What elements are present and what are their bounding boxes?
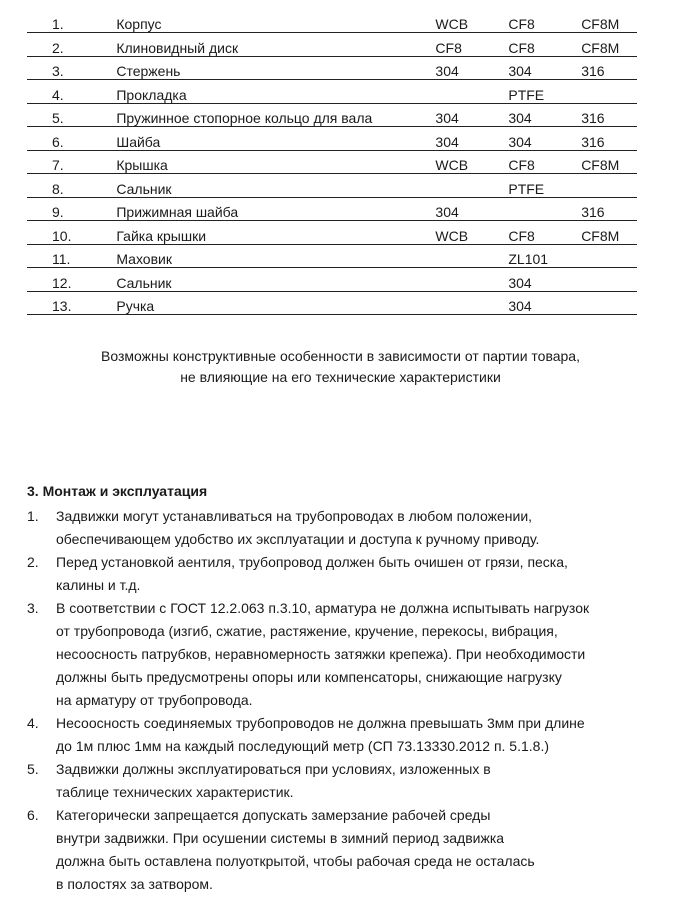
list-item-text (56, 712, 657, 758)
list-item (27, 551, 657, 597)
part-name: Корпус (116, 10, 435, 33)
row-number: 12. (27, 268, 116, 292)
list-item-line: несоосность патрубков, неравномерность затяжки крепежа). При необходимости (56, 646, 586, 662)
list-item-line: должна быть оставлена полуоткрытой, чтобы рабочая среда не осталась (56, 853, 535, 869)
material-wcb-col: 304 (435, 127, 508, 151)
material-wcb-col (435, 268, 508, 292)
part-name: Сальник (116, 268, 435, 292)
material-cf8m-col (581, 80, 637, 104)
list-item-text (56, 597, 657, 712)
material-cf8m-col (581, 244, 637, 268)
table-row (27, 174, 637, 198)
table-row (27, 268, 637, 292)
material-cf8-col: 304 (508, 56, 581, 80)
row-number: 4. (27, 80, 116, 104)
row-number: 10. (27, 221, 116, 245)
row-number: 8. (27, 174, 116, 198)
material-cf8-col (508, 197, 581, 221)
table-row (27, 127, 637, 151)
row-number: 11. (27, 244, 116, 268)
material-cf8m-col: CF8M (581, 33, 637, 57)
installation-list (27, 505, 657, 896)
material-cf8m-col: 316 (581, 56, 637, 80)
list-item-line: В соответствии с ГОСТ 12.2.063 п.3.10, арматура не должна испытывать нагрузок (56, 600, 590, 616)
material-wcb-col: 304 (435, 197, 508, 221)
material-wcb-col: CF8 (435, 33, 508, 57)
part-name: Клиновидный диск (116, 33, 435, 57)
list-item (27, 758, 657, 804)
row-number: 5. (27, 103, 116, 127)
material-wcb-col (435, 174, 508, 198)
list-item (27, 597, 657, 712)
row-number: 1. (27, 10, 116, 33)
list-item (27, 712, 657, 758)
part-name: Сальник (116, 174, 435, 198)
parts-table (27, 10, 637, 315)
list-item-text (56, 505, 657, 551)
row-number: 2. (27, 33, 116, 57)
list-item (27, 804, 657, 896)
table-row (27, 56, 637, 80)
part-name: Гайка крышки (116, 221, 435, 245)
row-number: 3. (27, 56, 116, 80)
list-item-number: 5. (27, 761, 39, 777)
list-item-line: на арматуру от трубопровода. (56, 692, 253, 708)
parts-table-body (27, 10, 637, 315)
material-wcb-col (435, 80, 508, 104)
material-cf8-col: CF8 (508, 221, 581, 245)
list-item-number: 4. (27, 715, 39, 731)
material-cf8m-col: CF8M (581, 150, 637, 174)
part-name: Прижимная шайба (116, 197, 435, 221)
material-cf8m-col: 316 (581, 103, 637, 127)
list-item-text (56, 758, 657, 804)
material-cf8-col: CF8 (508, 150, 581, 174)
part-name: Прокладка (116, 80, 435, 104)
list-item (27, 505, 657, 551)
material-wcb-col (435, 291, 508, 315)
row-number: 7. (27, 150, 116, 174)
table-row (27, 103, 637, 127)
material-cf8-col: 304 (508, 268, 581, 292)
material-wcb-col: 304 (435, 56, 508, 80)
part-name: Маховик (116, 244, 435, 268)
material-wcb-col: 304 (435, 103, 508, 127)
material-cf8m-col: CF8M (581, 221, 637, 245)
material-cf8-col: PTFE (508, 80, 581, 104)
list-item-line: Категорически запрещается допускать замерзание рабочей среды (56, 807, 491, 823)
list-item-line: калины и т.д. (56, 577, 141, 593)
row-number: 6. (27, 127, 116, 151)
material-cf8m-col: CF8M (581, 10, 637, 33)
list-item-line: таблице технических характеристик. (56, 784, 294, 800)
list-item-line: внутри задвижки. При осушении системы в зимний период задвижка (56, 830, 505, 846)
material-cf8-col: ZL101 (508, 244, 581, 268)
material-wcb-col: WCB (435, 150, 508, 174)
list-item-line: от трубопровода (изгиб, сжатие, растяжение, кручение, перекосы, вибрация, (56, 623, 558, 639)
material-cf8m-col: 316 (581, 127, 637, 151)
list-item-text (56, 551, 657, 597)
list-item-number: 3. (27, 600, 39, 616)
material-cf8-col: CF8 (508, 33, 581, 57)
material-cf8m-col (581, 174, 637, 198)
material-cf8m-col: 316 (581, 197, 637, 221)
part-name: Стержень (116, 56, 435, 80)
material-cf8-col: CF8 (508, 10, 581, 33)
list-item-number: 2. (27, 554, 39, 570)
list-item-line: должны быть предусмотрены опоры или компенсаторы, снижающие нагрузку (56, 669, 562, 685)
table-row (27, 291, 637, 315)
design-note (0, 346, 681, 388)
row-number: 13. (27, 291, 116, 315)
material-cf8m-col (581, 268, 637, 292)
part-name: Крышка (116, 150, 435, 174)
list-item-line: Задвижки должны эксплуатироваться при условиях, изложенных в (56, 761, 491, 777)
material-wcb-col: WCB (435, 10, 508, 33)
table-row (27, 197, 637, 221)
section-title: 3. Монтаж и эксплуатация (27, 483, 208, 499)
list-item-number: 1. (27, 508, 39, 524)
list-item-line: в полостях за затвором. (56, 876, 213, 892)
design-note-line-2: не влияющие на его технические характеристики (180, 369, 501, 385)
material-cf8m-col (581, 291, 637, 315)
material-cf8-col: 304 (508, 127, 581, 151)
table-row (27, 150, 637, 174)
list-item-text (56, 804, 657, 896)
list-item-line: Перед установкой аентиля, трубопровод должен быть очишен от грязи, песка, (56, 554, 568, 570)
material-cf8-col: PTFE (508, 174, 581, 198)
material-wcb-col: WCB (435, 221, 508, 245)
row-number: 9. (27, 197, 116, 221)
table-row (27, 33, 637, 57)
design-note-line-1: Возможны конструктивные особенности в зависимости от партии товара, (101, 348, 580, 364)
list-item-line: до 1м плюс 1мм на каждый последующий метр (СП 73.13330.2012 п. 5.1.8.) (56, 738, 550, 754)
table-row (27, 80, 637, 104)
part-name: Шайба (116, 127, 435, 151)
part-name: Пружинное стопорное кольцо для вала (116, 103, 435, 127)
material-wcb-col (435, 244, 508, 268)
table-row (27, 221, 637, 245)
list-item-line: Несоосность соединяемых трубопроводов не должна превышать 3мм при длине (56, 715, 585, 731)
material-cf8-col: 304 (508, 103, 581, 127)
table-row (27, 244, 637, 268)
material-cf8-col: 304 (508, 291, 581, 315)
list-item-line: обеспечивающем удобство их эксплуатации и доступа к ручному приводу. (56, 531, 540, 547)
list-item-number: 6. (27, 807, 39, 823)
part-name: Ручка (116, 291, 435, 315)
list-item-line: Задвижки могут устанавливаться на трубопроводах в любом положении, (56, 508, 533, 524)
table-row (27, 10, 637, 33)
